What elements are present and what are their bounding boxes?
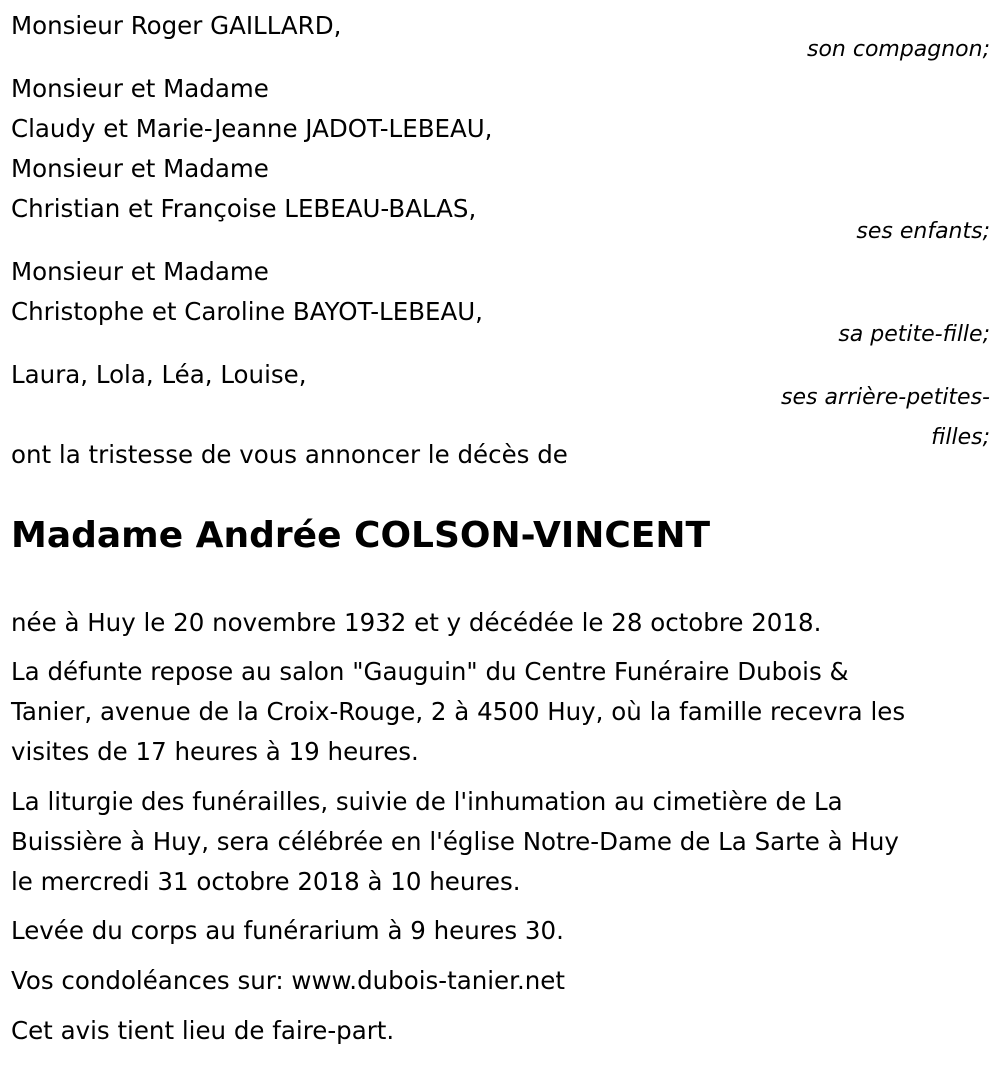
granddaughter-line-1: Monsieur et Madame (11, 257, 269, 286)
children-line-3: Monsieur et Madame (11, 154, 269, 183)
repose-line-3: visites de 17 heures à 19 heures. (11, 737, 419, 766)
birth-death-line: née à Huy le 20 novembre 1932 et y décédée le 28 octobre 2018. (11, 608, 822, 637)
granddaughter-line-2: Christophe et Caroline BAYOT-LEBEAU, (11, 297, 483, 326)
liturgy-line-2: Buissière à Huy, sera célébrée en l'église Notre-Dame de La Sarte à Huy (11, 827, 899, 856)
children-line-2: Claudy et Marie-Jeanne JADOT-LEBEAU, (11, 114, 493, 143)
repose-line-2: Tanier, avenue de la Croix-Rouge, 2 à 4500 Huy, où la famille recevra les (11, 697, 906, 726)
children-line-1: Monsieur et Madame (11, 74, 269, 103)
children-role: ses enfants; (856, 219, 990, 244)
great-granddaughters-role-line-2: filles; (931, 425, 990, 450)
great-granddaughters-names: Laura, Lola, Léa, Louise, (11, 360, 307, 389)
companion-name: Monsieur Roger GAILLARD, (11, 11, 342, 40)
granddaughter-role: sa petite-fille; (838, 322, 990, 347)
liturgy-line-3: le mercredi 31 octobre 2018 à 10 heures. (11, 867, 521, 896)
condolences-line: Vos condoléances sur: www.dubois-tanier.net (11, 966, 565, 995)
faire-part-line: Cet avis tient lieu de faire-part. (11, 1016, 395, 1045)
announcement: ont la tristesse de vous annoncer le décès de (11, 440, 568, 469)
deceased-name: Madame Andrée COLSON-VINCENT (11, 515, 711, 556)
levee-line: Levée du corps au funérarium à 9 heures 30. (11, 916, 564, 945)
companion-role: son compagnon; (806, 37, 990, 62)
liturgy-line-1: La liturgie des funérailles, suivie de l'inhumation au cimetière de La (11, 787, 843, 816)
children-line-4: Christian et Françoise LEBEAU-BALAS, (11, 194, 477, 223)
repose-line-1: La défunte repose au salon "Gauguin" du Centre Funéraire Dubois & (11, 657, 849, 686)
great-granddaughters-role-line-1: ses arrière-petites- (781, 385, 990, 410)
